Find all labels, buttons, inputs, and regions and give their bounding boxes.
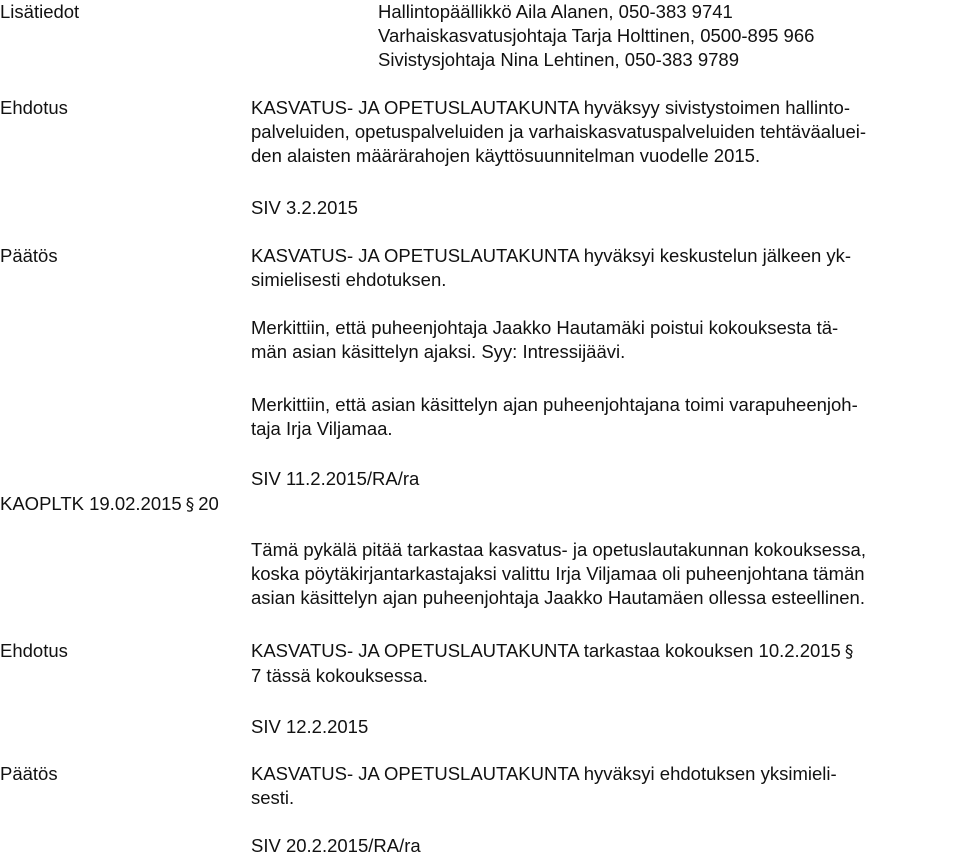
section-mark: § xyxy=(185,495,195,515)
meeting-section-header xyxy=(0,492,219,517)
paatos-note xyxy=(251,316,838,364)
reference-code: SIV 12.2.2015 xyxy=(251,716,369,737)
ehdotus-text xyxy=(251,639,857,688)
label-paatos: Päätös xyxy=(0,245,58,266)
ehdotus-text xyxy=(251,96,866,168)
text-line: Tämä pykälä pitää tarkastaa kasvatus- ja opetuslautakunnan kokouksessa, xyxy=(251,539,866,560)
label-ehdotus: Ehdotus xyxy=(0,97,68,118)
paatos-text xyxy=(251,762,837,810)
reference-code: SIV 11.2.2015/RA/ra xyxy=(251,468,420,489)
text-line: KASVATUS- JA OPETUSLAUTAKUNTA hyväksyy sivistystoimen hallinto- xyxy=(251,97,851,118)
text-line: asian käsittelyn ajan puheenjohtaja Jaakko Hautamäen ollessa esteellinen. xyxy=(251,587,865,608)
paatos-note xyxy=(251,393,858,441)
label-ehdotus: Ehdotus xyxy=(0,640,68,661)
text-line: sesti. xyxy=(251,787,295,808)
text-line: simielisesti ehdotuksen. xyxy=(251,269,447,290)
text-line: koska pöytäkirjantarkastajaksi valittu Irja Viljamaa oli puheenjohtana tämän xyxy=(251,563,865,584)
text-line: palveluiden, opetuspalveluiden ja varhaiskasvatuspalveluiden tehtäväaluei- xyxy=(251,121,867,142)
text-line: Merkittiin, että asian käsittelyn ajan puheenjohtajana toimi varapuheenjoh- xyxy=(251,394,858,415)
text-line: 7 tässä kokouksessa. xyxy=(251,665,428,686)
label-paatos: Päätös xyxy=(0,763,58,784)
reference-code: SIV 3.2.2015 xyxy=(251,197,358,218)
text-line: den alaisten määrärahojen käyttösuunnitelman vuodelle 2015. xyxy=(251,145,761,166)
intro-text xyxy=(251,538,866,610)
contact-line: Sivistysjohtaja Nina Lehtinen, 050-383 9789 xyxy=(378,49,739,70)
text-line: KASVATUS- JA OPETUSLAUTAKUNTA hyväksyi ehdotuksen yksimieli- xyxy=(251,763,837,784)
text-line: män asian käsittelyn ajaksi. Syy: Intressijäävi. xyxy=(251,341,626,362)
contact-list xyxy=(378,0,814,72)
contact-line: Varhaiskasvatusjohtaja Tarja Holttinen, 0500-895 966 xyxy=(378,25,815,46)
text-fragment: KASVATUS- JA OPETUSLAUTAKUNTA tarkastaa kokouksen 10.2.2015 xyxy=(251,640,841,661)
meeting-date: KAOPLTK 19.02.2015 xyxy=(0,493,182,514)
paatos-text xyxy=(251,244,851,292)
reference-code: SIV 20.2.2015/RA/ra xyxy=(251,835,421,856)
text-line xyxy=(251,639,857,664)
text-line: Merkittiin, että puheenjohtaja Jaakko Hautamäki poistui kokouksesta tä- xyxy=(251,317,839,338)
label-lisatiedot: Lisätiedot xyxy=(0,1,80,22)
contact-line: Hallintopäällikkö Aila Alanen, 050-383 9741 xyxy=(378,1,733,22)
text-line: taja Irja Viljamaa. xyxy=(251,418,393,439)
section-number: 20 xyxy=(198,493,219,514)
text-line: KASVATUS- JA OPETUSLAUTAKUNTA hyväksyi keskustelun jälkeen yk- xyxy=(251,245,852,266)
section-mark: § xyxy=(844,642,854,662)
